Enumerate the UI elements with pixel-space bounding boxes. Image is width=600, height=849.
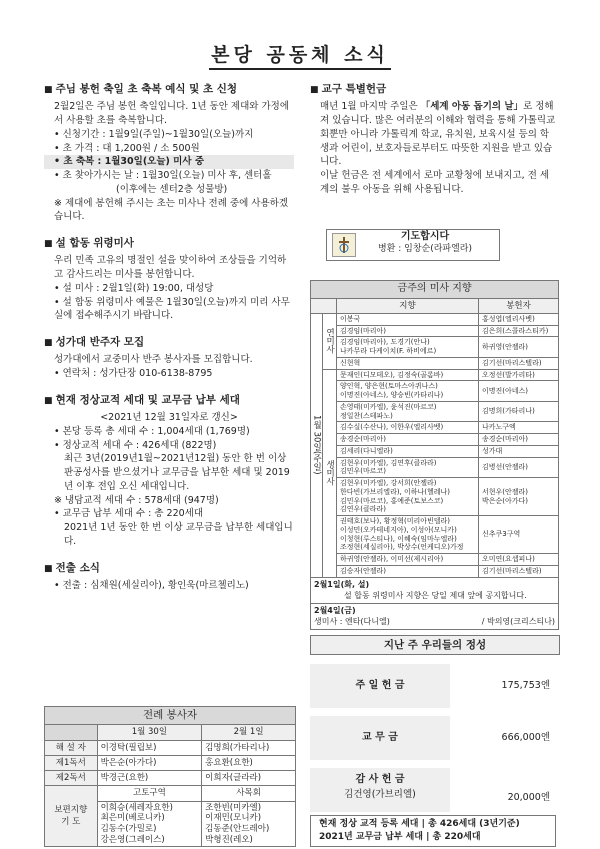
finance-donor: 김건영(가브리엘)	[344, 788, 416, 800]
table-row	[311, 325, 559, 337]
section-heading: ■ 주님 봉헌 축일 초 축복 예식 및 초 신청	[44, 82, 294, 97]
list-item: • 설 합동 위령미사 예물은 1월30일(오늘)까지 미리 사무실에 접수해주시기 바랍니다.	[54, 296, 290, 322]
table-row	[311, 577, 559, 603]
right-column	[310, 82, 558, 197]
table-row	[311, 434, 559, 446]
offerer-cell: 송경순(마리아)	[479, 434, 559, 446]
intention-cell: 김세리(다니엘라)	[337, 445, 479, 457]
table-cell: 설 합동 위령미사 지향은 당일 제대 앞에 공지합니다.	[344, 591, 527, 601]
list-item: • 교무금 납부 세대 수 : 총 220세대	[54, 508, 204, 520]
table-cell: 조한빈(미카엘) 이재민(모니카) 김동준(안드레아) 박형진(레오)	[202, 801, 296, 847]
date-label: 2월4일(금)	[314, 605, 356, 615]
table-corner	[311, 298, 337, 313]
mass-table	[310, 280, 559, 630]
text: 로 정해져 있습니다. 많은 여러분의 이해와 협력을 통해 가톨릭교회뿐만 아니라 가톨릭계 학교, 유치원, 보육시설 등의 학생과 어린이, 보호자들로부터도 따뜻한 지원을 받고 있습니다.	[320, 101, 556, 168]
offerer-cell: 이명진(아네스)	[479, 381, 559, 402]
intention-cell: 김경임(마리아)	[337, 325, 479, 337]
row-header: 제2독서	[45, 771, 98, 786]
intention-cell: 김현우(미카엘), 강서희(안젤라) 한다빈(가브리엘라), 이하나(헬레나) 김민우(마르코), 홍예준(토보스코) 김연우(클라라)	[337, 478, 479, 516]
table-cell: 박경근(요한)	[97, 771, 202, 786]
list-item: • 전출 : 심채원(세실리아), 황인욱(마르첼리노)	[54, 580, 249, 591]
paragraph: 우리 민족 고유의 명절인 설을 맞이하여 조상들을 기억하고 감사드리는 미사를 봉헌합니다.	[54, 255, 287, 281]
liturgy-table	[44, 706, 296, 847]
finance-row	[310, 768, 558, 812]
offerer-cell: 신추쿠3구역	[479, 516, 559, 554]
table-row	[45, 771, 296, 786]
table-row	[311, 603, 559, 629]
list-item: ※ 냉담교적 세대 수 : 578세대 (947명)	[54, 494, 219, 506]
section-heading: ■ 현재 정상교적 세대 및 교무금 납부 세대	[44, 393, 294, 408]
intention-cell: 권태호(보나), 황정혁(미리아빈델라) 이성민(오카테네지아), 이성아(모니카) 이청현(루스티나), 이혜숙(임마누엘라) 조정현(세실리아), 박상수(언케디오)가정	[337, 516, 479, 554]
table-row	[311, 565, 559, 577]
text: 매년 1월 마지막 주일은	[320, 101, 421, 113]
paragraph: 성가대에서 교중미사 반주 봉사자를 모집합니다.	[54, 354, 253, 366]
table-row	[311, 337, 559, 358]
list-item: • 본당 등록 총 세대 수 : 1,004세대 (1,769명)	[54, 425, 250, 437]
table-cell: 이경탁(필립보)	[97, 740, 202, 755]
offerer-cell: 성가대	[479, 445, 559, 457]
intention-cell: 김승자(안젤라)	[337, 565, 479, 577]
intention-cell: 하귀영(안젤라), 이미선(제시리아)	[337, 554, 479, 566]
table-row	[311, 445, 559, 457]
table-row	[45, 740, 296, 755]
list-item: • 초 찾아가시는 날 : 1월30일(오늘) 미사 후, 센터홀	[54, 170, 272, 182]
footer-line: 2021년 교무금 납부 세대 | 총 220세대	[319, 832, 481, 843]
group-cell: 연미사	[323, 313, 337, 369]
group-cell: 생미사	[323, 369, 337, 577]
intention-cell: 김수실(수산나), 이한우(엘리사벳)	[337, 422, 479, 434]
intention-cell: 송경순(마리아)	[337, 434, 479, 446]
finance-value: 20,000엔	[507, 792, 550, 803]
finance-label: 주 일 헌 금	[310, 664, 450, 708]
highlight-text: 「세계 아동 돕기의 날」	[420, 101, 524, 113]
offerer-cell: 오정선(발가리타)	[479, 369, 559, 381]
list-item: • 신청기간 : 1월9일(주일)~1월30일(오늘)까지	[54, 128, 254, 140]
finance-row	[310, 716, 558, 760]
list-item: • 초 축복 : 1월30일(오늘) 미사 중	[44, 155, 294, 169]
offerer-cell: 김기선(마리스텔라)	[479, 565, 559, 577]
table-title: 금주의 미사 지향	[311, 281, 559, 299]
column-header: 2월 1일	[202, 725, 296, 740]
list-item: • 연락처 : 성가단장 010-6138-8795	[54, 368, 213, 380]
list-item: (이후에는 센터2층 성물방)	[116, 183, 228, 195]
offerer-cell: 오미연(요셉피나)	[479, 554, 559, 566]
paragraph	[310, 100, 558, 169]
list-item: • 초 가격 : 대 1,200원 / 소 500원	[54, 142, 200, 154]
column-header: 봉헌자	[479, 298, 559, 313]
left-column	[44, 82, 294, 593]
paragraph: 이날 헌금은 전 세계에서 로마 교황청에 보내지고, 전 세계의 불우 아동을 위해 사용됩니다.	[320, 170, 550, 195]
table-row	[311, 313, 559, 325]
footer-line: 현재 정상 교적 등록 세대 | 총 426세대 (3년기준)	[319, 819, 520, 829]
section-heading: ■ 설 합동 위령미사	[44, 236, 294, 251]
table-row	[311, 381, 559, 402]
table-corner	[45, 725, 98, 740]
date-label: 2월1일(화, 설)	[314, 579, 370, 589]
cross-icon	[332, 233, 356, 257]
paragraph: 2월2일은 주님 봉헌 축일입니다. 1년 동안 제대와 가정에서 사용할 초를 축복합니다.	[54, 101, 290, 126]
offerer-cell: 나카노구엑	[479, 422, 559, 434]
mass-body	[311, 313, 559, 577]
note: ※ 제대에 봉헌해 주시는 초는 미사나 전례 중에 사용하겠습니다.	[54, 197, 289, 223]
finance-value: 666,000엔	[501, 732, 550, 743]
offerer-cell: 김은희(스콜라스티카)	[479, 325, 559, 337]
column-header: 지향	[337, 298, 479, 313]
row-header: 제1독서	[45, 755, 98, 770]
date-cell: 1월 30일(주일)	[311, 313, 323, 577]
table-row	[311, 478, 559, 516]
title-underline	[209, 68, 391, 70]
intention-cell: 김현우(미카엘), 김연후(클라라) 김민우(마르코)	[337, 457, 479, 478]
row-header: 해 설 자	[45, 740, 98, 755]
finance-value: 175,753엔	[501, 680, 550, 691]
finance-footer	[310, 815, 556, 847]
page-title: 본당 공동체 소식	[211, 44, 389, 66]
table-cell: 이희자(글라라)	[202, 771, 296, 786]
finance-label: 교 무 금	[310, 716, 450, 760]
section-heading: ■ 교구 특별헌금	[310, 82, 558, 97]
table-cell: 이희승(세레자요한) 최은미(베로니카) 김동수(가밀로) 강은영(그레이스)	[97, 801, 202, 847]
table-cell: 사목회	[202, 786, 296, 801]
table-cell: / 박의영(크리스티나)	[481, 617, 556, 627]
section-heading: ■ 성가대 반주자 모집	[44, 335, 294, 350]
prayer-line: 병환 : 임창순(라파엘라)	[377, 244, 473, 254]
offerer-cell: 홍성엽(엘리사벳)	[479, 313, 559, 325]
subheading: <2021년 12월 31일자로 갱신>	[100, 412, 238, 424]
list-item: • 정상교적 세대 수 : 426세대 (822명)	[54, 439, 217, 451]
table-cell: 박은순(아가다)	[97, 755, 202, 770]
table-cell: 고토구역	[97, 786, 202, 801]
table-row	[311, 401, 559, 422]
paragraph: 2021년 1년 동안 한 번 이상 교무금을 납부한 세대입니다.	[64, 522, 293, 548]
section-heading: ■ 전출 소식	[44, 561, 294, 576]
table-row	[45, 755, 296, 770]
intention-cell: 손영태(미카엘), 윤석진(마르코) 정일찬(스테파노)	[337, 401, 479, 422]
intention-cell: 신현혁	[337, 357, 479, 369]
offerer-cell: 서현우(안젤라) 박은순(아가다)	[479, 478, 559, 516]
table-cell: 홍요환(요한)	[202, 755, 296, 770]
offerer-cell: 김명희(가타리나)	[479, 401, 559, 422]
offerer-cell: 김병선(안젤라)	[479, 457, 559, 478]
finance-title: 지난 주 우리들의 정성	[310, 635, 560, 655]
finance-row	[310, 664, 558, 708]
table-row	[311, 516, 559, 554]
prayer-title: 기도합시다	[400, 231, 450, 242]
table-row	[311, 422, 559, 434]
intention-cell: 문재인(디모테오), 김정숙(골롬바)	[337, 369, 479, 381]
table-row	[311, 357, 559, 369]
column-header: 1월 30일	[97, 725, 202, 740]
row-header: 보편지향 기 도	[45, 786, 98, 847]
table-row	[311, 369, 559, 381]
table-row	[311, 457, 559, 478]
table-title: 전례 봉사자	[45, 707, 296, 725]
intention-cell: 이봉국	[337, 313, 479, 325]
intention-cell: 김경임(마리아), 도경기(안나) 나카무라 다케이치(F. 하비에르)	[337, 337, 479, 358]
paragraph: 최근 3년(2019년1월~2021년12월) 동안 한 번 이상 판공성사를 받으셨거나 교무금을 납부한 세대 및 2019년 이후 전입 오신 세대입니다.	[64, 453, 290, 492]
table-cell: 생미사 : 엔타(다니엘)	[314, 617, 390, 627]
offerer-cell: 하귀영(안젤라)	[479, 337, 559, 358]
finance-label: 감 사 헌 금	[355, 774, 405, 785]
intention-cell: 양인혁, 양은현(토마스아퀴나스) 이명진(아네스), 양승빈(카타리나)	[337, 381, 479, 402]
list-item: • 설 미사 : 2월1일(화) 19:00, 대성당	[54, 282, 214, 294]
table-row	[311, 554, 559, 566]
table-cell: 김명희(가타리나)	[202, 740, 296, 755]
offerer-cell: 김기선(마리스텔라)	[479, 357, 559, 369]
finance-label-box	[310, 768, 450, 812]
